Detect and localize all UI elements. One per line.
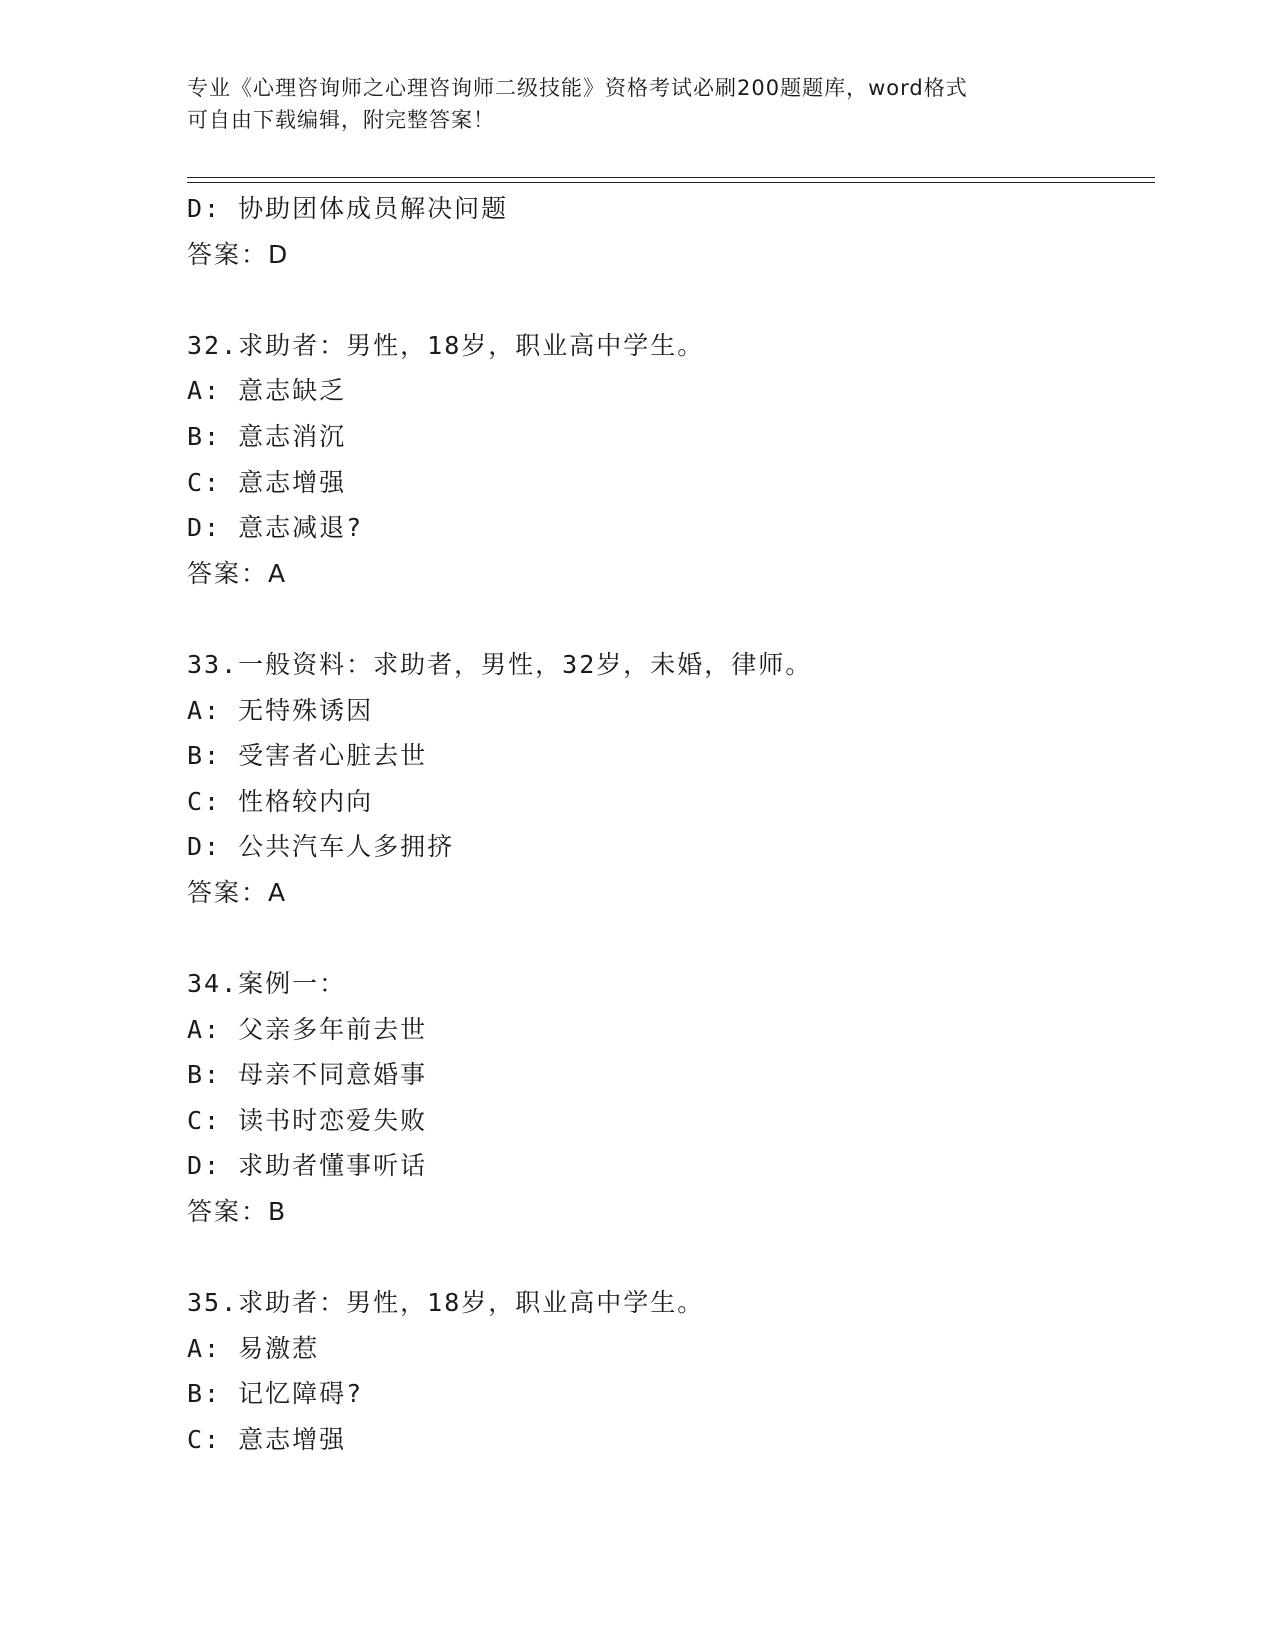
question-35 bbox=[187, 1280, 1155, 1462]
spacer bbox=[187, 596, 1155, 642]
question-stem: 33.一般资料：求助者，男性，32岁，未婚，律师。 bbox=[187, 649, 813, 679]
option-b: B: 母亲不同意婚事 bbox=[187, 1060, 428, 1090]
answer-line: 答案：D bbox=[187, 239, 290, 269]
option-a: A: 易激惹 bbox=[187, 1333, 320, 1363]
option-b: B: 记忆障碍? bbox=[187, 1379, 364, 1409]
option-c: C: 意志增强 bbox=[187, 467, 347, 497]
option-b: B: 意志消沉 bbox=[187, 421, 347, 451]
header-rule-bottom bbox=[187, 182, 1155, 183]
header-line-1: 专业《心理咨询师之心理咨询师二级技能》资格考试必刷200题题库，word格式 bbox=[187, 76, 968, 100]
option-c: C: 意志增强 bbox=[187, 1425, 347, 1455]
option-d: D: 公共汽车人多拥挤 bbox=[187, 832, 455, 862]
answer-line: 答案：B bbox=[187, 1197, 288, 1227]
question-33 bbox=[187, 642, 1155, 916]
option-a: A: 意志缺乏 bbox=[187, 376, 347, 406]
answer-line: 答案：A bbox=[187, 877, 288, 907]
spacer bbox=[187, 277, 1155, 323]
question-stem: 34.案例一： bbox=[187, 969, 347, 999]
question-stem: 32.求助者：男性，18岁，职业高中学生。 bbox=[187, 330, 705, 360]
question-list bbox=[187, 186, 1155, 1463]
option-d: D: 求助者懂事听话 bbox=[187, 1151, 428, 1181]
option-a: A: 父亲多年前去世 bbox=[187, 1014, 428, 1044]
header-line-2: 可自由下载编辑，附完整答案！ bbox=[187, 108, 495, 132]
option-d: D: 协助团体成员解决问题 bbox=[187, 194, 509, 223]
spacer bbox=[187, 1235, 1155, 1281]
document-header bbox=[187, 72, 1087, 136]
option-c: C: 性格较内向 bbox=[187, 786, 374, 816]
header-rule-top bbox=[187, 177, 1155, 178]
option-d: D: 意志减退? bbox=[187, 513, 364, 543]
spacer bbox=[187, 916, 1155, 962]
question-34 bbox=[187, 961, 1155, 1235]
option-b: B: 受害者心脏去世 bbox=[187, 741, 428, 771]
answer-line: 答案：A bbox=[187, 558, 288, 588]
option-c: C: 读书时恋爱失败 bbox=[187, 1105, 428, 1135]
question-stem: 35.求助者：男性，18岁，职业高中学生。 bbox=[187, 1288, 705, 1318]
question-32 bbox=[187, 323, 1155, 597]
question-31-tail bbox=[187, 186, 1155, 277]
option-a: A: 无特殊诱因 bbox=[187, 695, 374, 725]
